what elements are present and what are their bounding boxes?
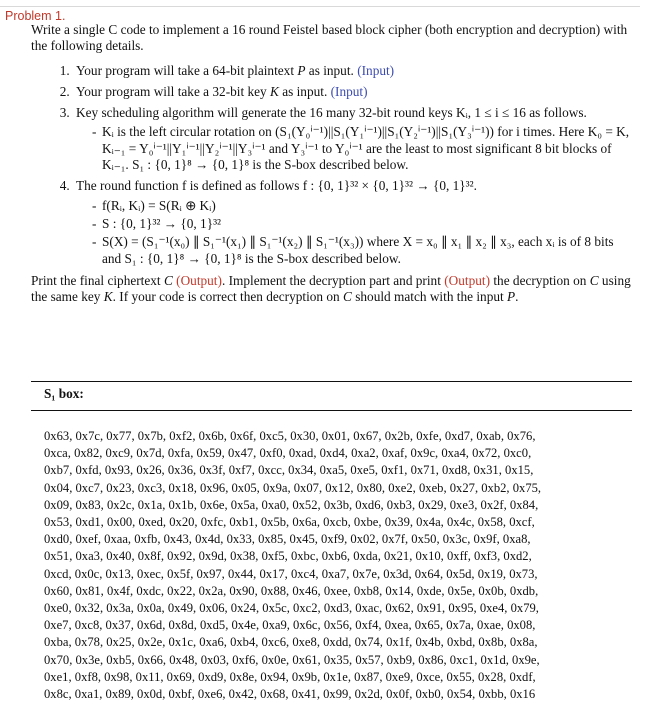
requirement-4-text: The round function f is defined as follows f : {0, 1}³² × {0, 1}³² → {0, 1}³². [76,178,477,194]
requirement-2 [73,84,636,100]
sbox-label: S₁ box: [44,386,84,401]
sbox-row: 0x70, 0x3e, 0xb5, 0x66, 0x48, 0x03, 0xf6, 0x0e, 0x61, 0x35, 0x57, 0xb9, 0x86, 0xc1, 0x1d, 0x9e, [44,652,540,667]
print-text: . Implement the decryption part and print [221,272,445,288]
ciphertext-var: C [589,272,599,288]
print-text: . If your code is correct then decryption on [112,289,344,305]
requirement-3 [73,105,636,173]
sbox-row: 0xd0, 0xef, 0xaa, 0xfb, 0x43, 0x4d, 0x33, 0x85, 0x45, 0xf9, 0x02, 0x7f, 0x50, 0x3c, 0x9f, 0xa8, [44,532,531,547]
plaintext-var: P [297,62,306,78]
key-var: K [270,83,279,99]
print-instructions [31,273,636,306]
sbox-row: 0xca, 0x82, 0xc9, 0x7d, 0xfa, 0x59, 0x47, 0xf0, 0xad, 0xd4, 0xa2, 0xaf, 0x9c, 0xa4, 0x72, 0xc0, [44,446,532,461]
requirement-4 [73,178,636,266]
problem-title: Problem 1. [5,9,66,23]
sbox-row: 0x8c, 0xa1, 0x89, 0x0d, 0xbf, 0xe6, 0x42, 0x68, 0x41, 0x99, 0x2d, 0x0f, 0xb0, 0x54, 0xbb, 0x16 [44,687,536,702]
input-tag: (Input) [357,62,395,78]
key-schedule-details [76,124,636,173]
problem-statement [31,22,636,305]
print-text: should match with the input [351,289,508,305]
print-text: using the same key [31,272,631,305]
sbox-row: 0x04, 0xc7, 0x23, 0xc3, 0x18, 0x96, 0x05, 0x9a, 0x07, 0x12, 0x80, 0xe2, 0xeb, 0x27, 0xb2, 0x75, [44,480,542,495]
key-schedule-rule: - Kᵢ is the left circular rotation on (S₁(Y₀ⁱ⁻¹)||S₁(Y₁ⁱ⁻¹)||S₁(Y₂ⁱ⁻¹)||S₁(Y₃ⁱ⁻¹)) for i times. Here K₀ = K, Kᵢ₋₁ = Y₀ⁱ⁻¹||Y₁ⁱ⁻¹||Y₂ⁱ⁻¹||Y₃ⁱ⁻¹ and Y₃ⁱ⁻¹ to Y₀ⁱ⁻¹ are the least to most significant 8 bit blocks of Kᵢ₋₁. S₁ : {0, 1}⁸ → {0, 1}⁸ is the S-box described below. [92,124,636,173]
sbox-row: 0xe7, 0xc8, 0x37, 0x6d, 0x8d, 0xd5, 0x4e, 0xa9, 0x6c, 0x56, 0xf4, 0xea, 0x65, 0x7a, 0xae, 0x08, [44,618,536,633]
requirement-1-text-tail: as input. [305,62,358,78]
sbox-row: 0xb7, 0xfd, 0x93, 0x26, 0x36, 0x3f, 0xf7, 0xcc, 0x34, 0xa5, 0xe5, 0xf1, 0x71, 0xd8, 0x31, 0x15, [44,463,534,478]
requirement-1-text: Your program will take a 64-bit plaintext [76,62,298,78]
ciphertext-var: C [343,289,352,305]
output-tag: (Output) [444,272,491,288]
s-of-x-def: - S(X) = (S₁⁻¹(x₀) ∥ S₁⁻¹(x₁) ∥ S₁⁻¹(x₂) ∥ S₁⁻¹(x₃)) where X = x₀ ∥ x₁ ∥ x₂ ∥ x₃, each xᵢ is of 8 bits and S₁ : {0, 1}⁸ → {0, 1}⁸ is the S-box described below. [92,234,636,267]
sbox-row: 0x09, 0x83, 0x2c, 0x1a, 0x1b, 0x6e, 0x5a, 0xa0, 0x52, 0x3b, 0xd6, 0xb3, 0x29, 0xe3, 0x2f, 0x84, [44,497,539,512]
sbox-row: 0x63, 0x7c, 0x77, 0x7b, 0xf2, 0x6b, 0x6f, 0xc5, 0x30, 0x01, 0x67, 0x2b, 0xfe, 0xd7, 0xab, 0x76, [44,429,536,443]
round-function-def: - f(Rᵢ, Kᵢ) = S(Rᵢ ⊕ Kᵢ) [92,198,636,214]
intro-text: Write a single C code to implement a 16 round Feistel based block cipher (both encryption and decryption) with the following details. [31,22,628,54]
input-tag: (Input) [330,83,368,99]
requirement-2-text: Your program will take a 32-bit key [76,83,271,99]
requirement-1 [73,63,636,79]
sbox-row: 0xe1, 0xf8, 0x98, 0x11, 0x69, 0xd9, 0x8e, 0x94, 0x9b, 0x1e, 0x87, 0xe9, 0xce, 0x55, 0x28, 0xdf, [44,669,536,684]
requirements-list [31,63,636,267]
sbox-row: 0x53, 0xd1, 0x00, 0xed, 0x20, 0xfc, 0xb1, 0x5b, 0x6a, 0xcb, 0xbe, 0x39, 0x4a, 0x4c, 0x58, 0xcf, [44,515,535,530]
ciphertext-var: C [163,272,173,288]
sbox-row: 0x60, 0x81, 0x4f, 0xdc, 0x22, 0x2a, 0x90, 0x88, 0x46, 0xee, 0xb8, 0x14, 0xde, 0x5e, 0x0b, 0xdb, [44,583,539,598]
plaintext-var: P [507,289,516,305]
sbox-row: 0xcd, 0x0c, 0x13, 0xec, 0x5f, 0x97, 0x44, 0x17, 0xc4, 0xa7, 0x7e, 0x3d, 0x64, 0x5d, 0x19, 0x73, [44,566,538,581]
key-var: K [103,289,113,305]
round-function-details [76,198,636,267]
output-tag: (Output) [176,272,222,288]
divider [31,381,632,382]
requirement-3-text: Key scheduling algorithm will generate the 16 many 32-bit round keys Kᵢ, 1 ≤ i ≤ 16 as follows. [76,105,587,121]
print-text: Print the final ciphertext [31,272,164,288]
sbox-table [44,428,629,703]
divider [31,410,632,411]
print-text: . [515,289,519,305]
print-text: the decryption on [490,272,590,288]
s-map-def: - S : {0, 1}³² → {0, 1}³² [92,216,636,232]
sbox-row: 0xba, 0x78, 0x25, 0x2e, 0x1c, 0xa6, 0xb4, 0xc6, 0xe8, 0xdd, 0x74, 0x1f, 0x4b, 0xbd, 0x8b, 0x8a, [44,635,538,650]
requirement-2-text-tail: as input. [278,83,331,99]
sbox-row: 0x51, 0xa3, 0x40, 0x8f, 0x92, 0x9d, 0x38, 0xf5, 0xbc, 0xb6, 0xda, 0x21, 0x10, 0xff, 0xf3, 0xd2, [44,549,532,564]
sbox-row: 0xe0, 0x32, 0x3a, 0x0a, 0x49, 0x06, 0x24, 0x5c, 0xc2, 0xd3, 0xac, 0x62, 0x91, 0x95, 0xe4, 0x79, [44,601,539,616]
